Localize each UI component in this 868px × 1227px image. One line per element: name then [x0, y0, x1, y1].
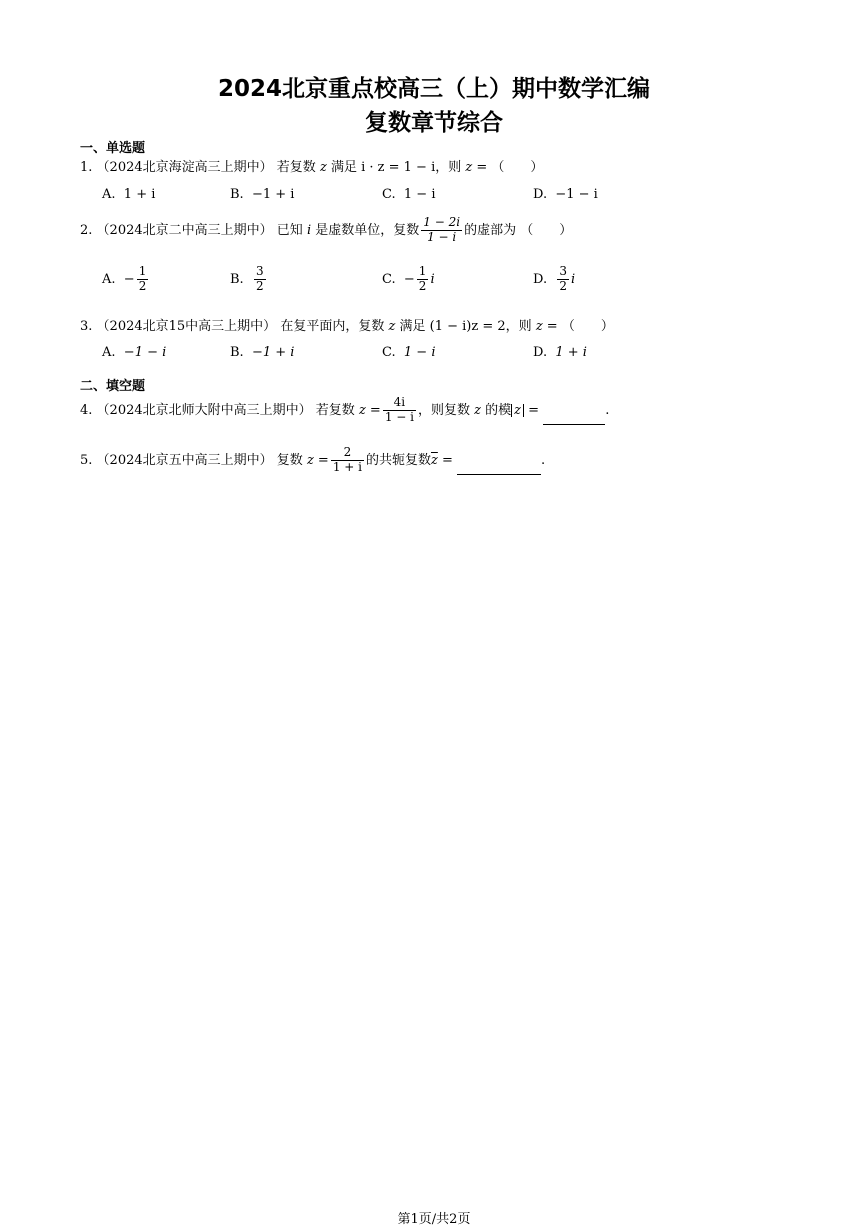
- option-d: [533, 265, 575, 294]
- question-number: 1.: [80, 160, 93, 175]
- fraction-denominator: 2: [255, 278, 264, 293]
- question-2: [80, 216, 572, 245]
- option-a: [102, 265, 150, 294]
- question-source: （2024北京五中高三上期中）: [96, 452, 273, 468]
- option-b: [230, 265, 268, 294]
- option-label: B.: [230, 187, 244, 202]
- math-variable: z: [388, 319, 396, 334]
- option-a: [102, 345, 166, 360]
- absolute-value: z: [511, 404, 524, 417]
- option-label: D.: [533, 345, 548, 360]
- fraction: [421, 216, 462, 245]
- fraction: [331, 446, 364, 475]
- option-label: A.: [102, 271, 116, 287]
- question-text: 若复数: [315, 402, 355, 418]
- fraction-numerator: 4i: [383, 396, 416, 411]
- fraction-denominator: 1 − i: [427, 229, 457, 244]
- fraction-numerator: 1 − 2i: [423, 215, 461, 229]
- math-variable: i: [306, 222, 312, 238]
- option-value: −1 − i: [123, 345, 167, 360]
- question-text: 在复平面内，复数: [280, 319, 385, 334]
- option-sign: −: [403, 271, 415, 287]
- option-value: −1 + i: [251, 345, 295, 360]
- option-a: [102, 187, 155, 202]
- option-label: C.: [382, 271, 396, 287]
- section-heading-single-choice: 一、单选题: [80, 141, 146, 156]
- question-text: 的共轭复数: [365, 452, 431, 468]
- question-4: [80, 396, 609, 425]
- option-label: C.: [382, 187, 396, 202]
- question-text: 是虚数单位，复数: [315, 222, 420, 238]
- option-value: −1 − i: [555, 187, 598, 202]
- question-text: 的虚部为: [464, 222, 517, 238]
- option-label: A.: [102, 345, 116, 360]
- fraction-denominator: 1 − i: [384, 409, 414, 424]
- option-value: 1 + i: [555, 345, 587, 360]
- question-source: （2024北京海淀高三上期中）: [96, 160, 273, 175]
- option-value: −1 + i: [251, 187, 295, 202]
- option-suffix: i: [571, 271, 576, 287]
- fraction: [383, 396, 416, 425]
- option-value: 1 − i: [403, 187, 436, 202]
- math-equation: i · z = 1 − i: [361, 160, 436, 175]
- fraction: [417, 265, 429, 294]
- fraction-denominator: 2: [559, 278, 567, 293]
- punctuation: .: [605, 402, 610, 418]
- option-label: B.: [230, 345, 244, 360]
- fraction-numerator: 1: [138, 264, 147, 278]
- fraction-denominator: 2: [418, 278, 427, 293]
- question-source: （2024北京15中高三上期中）: [96, 319, 277, 334]
- question-text: 已知: [276, 222, 303, 238]
- page-subtitle: 复数章节综合: [365, 110, 503, 136]
- question-text: ，则复数: [417, 402, 470, 418]
- answer-blank[interactable]: [543, 412, 605, 425]
- option-suffix: i: [430, 271, 435, 287]
- option-c: [382, 265, 435, 294]
- math-expression: z =: [465, 160, 488, 175]
- question-text: 满足: [330, 160, 357, 175]
- equals-sign: =: [528, 402, 540, 418]
- math-expression: z =: [358, 402, 381, 418]
- question-text: 复数: [276, 452, 303, 468]
- question-number: 4.: [80, 402, 93, 418]
- answer-blank[interactable]: [457, 462, 541, 475]
- option-label: A.: [102, 187, 116, 202]
- option-b: [230, 187, 294, 202]
- question-3: [80, 315, 614, 334]
- page-footer: 第1页/共2页: [397, 1212, 471, 1227]
- fraction-numerator: 2: [331, 446, 364, 461]
- option-value: 1 − i: [403, 345, 436, 360]
- fraction: [557, 265, 569, 294]
- fraction-numerator: 1: [418, 264, 427, 278]
- question-number: 3.: [80, 319, 93, 334]
- fraction-numerator: 3: [559, 264, 567, 278]
- fraction-denominator: 2: [138, 278, 147, 293]
- question-source: （2024北京二中高三上期中）: [96, 222, 273, 238]
- option-c: [382, 187, 435, 202]
- fraction-denominator: 1 + i: [332, 459, 362, 474]
- question-5: [80, 446, 545, 475]
- page-title: 2024北京重点校高三（上）期中数学汇编: [217, 76, 650, 102]
- punctuation: .: [541, 452, 546, 468]
- question-text: 的模: [485, 402, 512, 418]
- math-variable: z: [474, 402, 481, 418]
- answer-parentheses: （ ）: [491, 160, 544, 175]
- option-label: B.: [230, 271, 244, 287]
- question-text: ，则: [505, 319, 532, 334]
- answer-parentheses: （ ）: [520, 222, 573, 238]
- question-text: 满足: [399, 319, 426, 334]
- option-sign: −: [123, 271, 135, 287]
- equals-sign: =: [441, 452, 453, 468]
- fraction-numerator: 3: [255, 264, 264, 278]
- math-variable: z: [319, 160, 327, 175]
- math-expression: z =: [535, 319, 558, 334]
- question-number: 5.: [80, 452, 93, 468]
- option-c: [382, 345, 435, 360]
- question-source: （2024北京北师大附中高三上期中）: [96, 402, 312, 418]
- question-number: 2.: [80, 222, 93, 238]
- math-expression: z =: [306, 452, 329, 468]
- option-d: [533, 187, 598, 202]
- option-label: D.: [533, 271, 548, 287]
- answer-parentheses: （ ）: [561, 319, 614, 334]
- math-equation: (1 − i)z = 2: [429, 319, 506, 334]
- option-label: C.: [382, 345, 396, 360]
- conjugate-variable: $\overline{z}$: [430, 452, 438, 468]
- option-label: D.: [533, 187, 548, 202]
- option-value: 1 + i: [123, 187, 156, 202]
- question-text: 若复数: [276, 160, 316, 175]
- question-1: [80, 156, 543, 175]
- question-text: ，则: [435, 160, 462, 175]
- option-b: [230, 345, 294, 360]
- section-heading-fill-blank: 二、填空题: [80, 379, 146, 394]
- option-d: [533, 345, 587, 360]
- fraction: [254, 265, 266, 294]
- fraction: [137, 265, 149, 294]
